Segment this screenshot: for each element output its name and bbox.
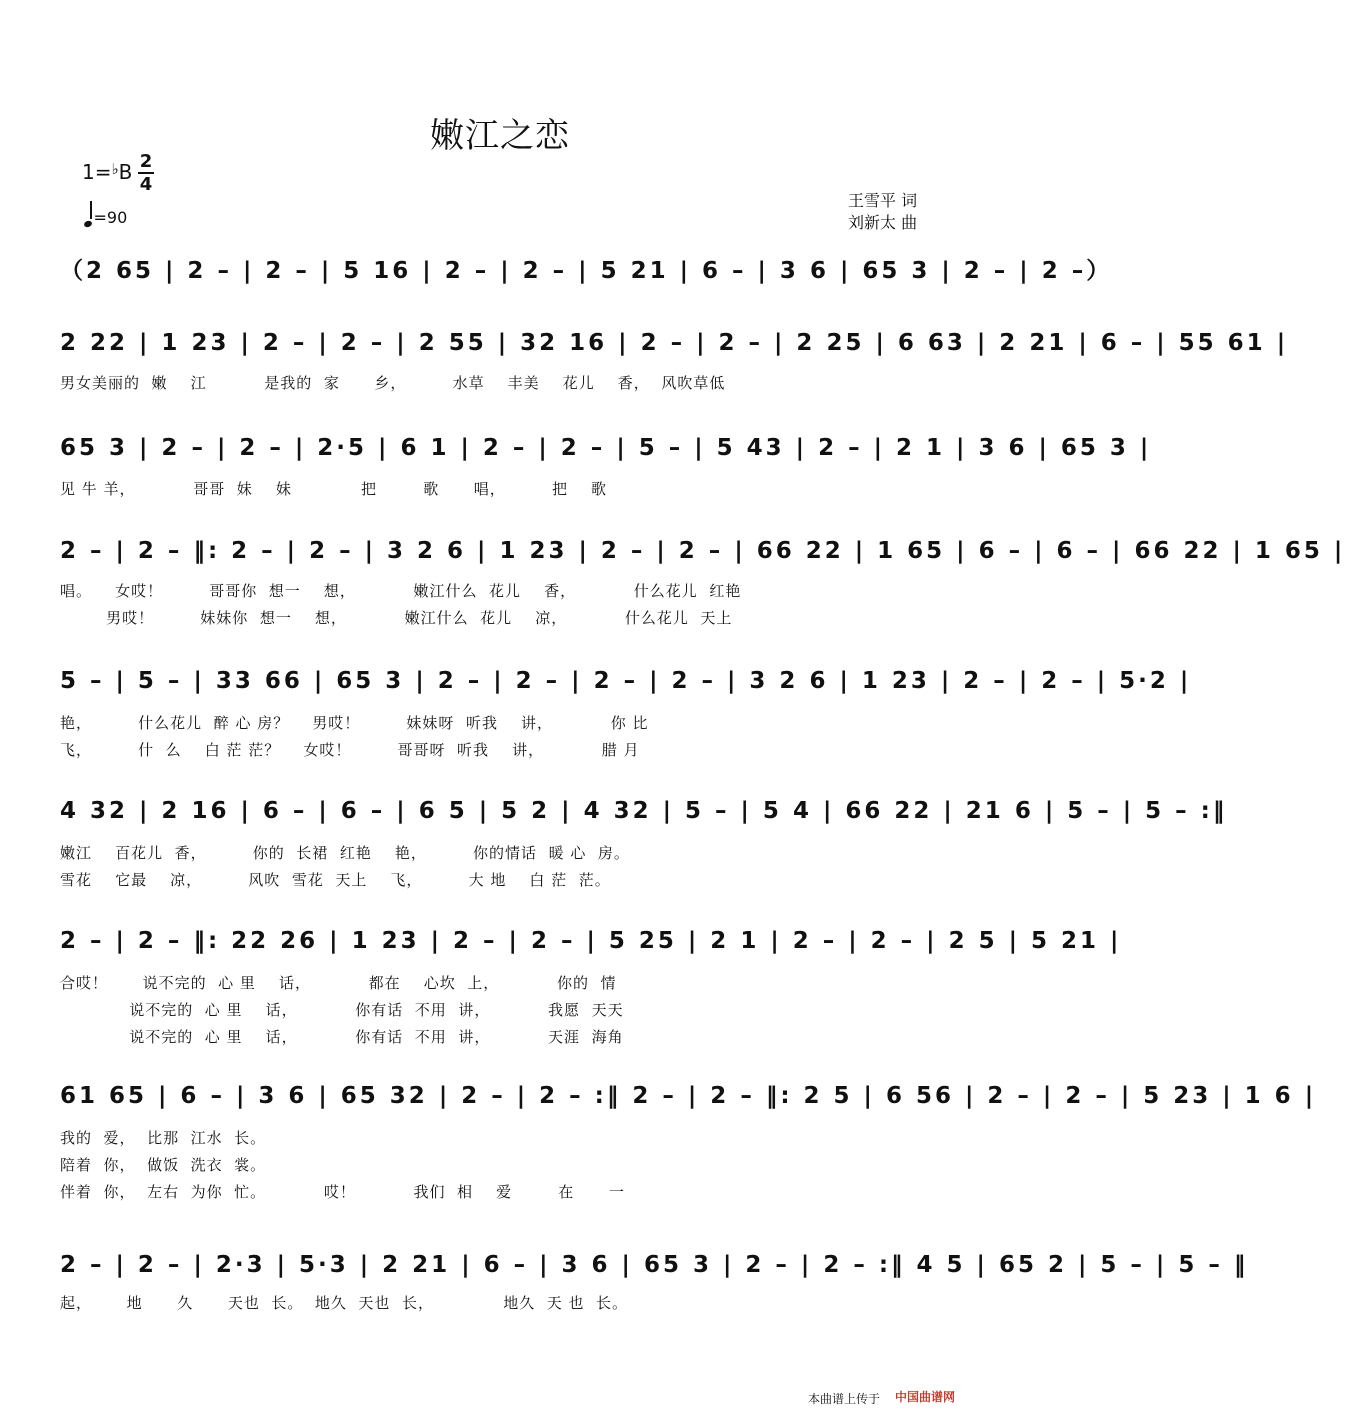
notation-line: 61 65 | 6 – | 3 6 | 65 32 | 2 – | 2 – :‖ 2 – | 2 – ‖: 2 5 | 6 56 | 2 – | 2 – | 5 23 | 1 6 | — [60, 1083, 1317, 1109]
notation-line: 4 32 | 2 16 | 6 – | 6 – | 6 5 | 5 2 | 4 32 | 5 – | 5 4 | 66 22 | 21 6 | 5 – | 5 – :‖ — [60, 798, 1228, 824]
footer-text: 本曲谱上传于 — [808, 1392, 881, 1406]
tempo-mark — [84, 205, 127, 227]
key-note: B — [118, 160, 133, 184]
lyric-line: 唱。 女哎！ 哥哥你 想一 想， 嫩江什么 花儿 香， 什么花儿 红艳 — [60, 582, 742, 600]
lyric-line: 嫩江 百花儿 香， 你的 长裙 红艳 艳， 你的情话 暖 心 房。 — [60, 844, 630, 862]
flat-sign: ♭ — [111, 160, 119, 178]
notation-line: （2 65 | 2 – | 2 – | 5 16 | 2 – | 2 – | 5 21 | 6 – | 3 6 | 65 3 | 2 – | 2 –） — [60, 258, 1113, 284]
lyric-line: 说不完的 心 里 话， 你有话 不用 讲， 我愿 天天 — [60, 1001, 624, 1019]
composer: 刘新太 曲 — [848, 213, 918, 232]
time-signature — [138, 152, 154, 194]
lyric-line: 伴着 你， 左右 为你 忙。 哎！ 我们 相 爱 在 一 — [60, 1183, 625, 1201]
notation-line: 65 3 | 2 – | 2 – | 2·5 | 6 1 | 2 – | 2 – | 5 – | 5 43 | 2 – | 2 1 | 3 6 | 65 3 | — [60, 435, 1152, 461]
lyricist: 王雪平 词 — [848, 191, 918, 210]
lyric-line: 雪花 它最 凉， 风吹 雪花 天上 飞， 大 地 白 茫 茫。 — [60, 871, 611, 889]
lyric-line: 起， 地 久 天也 长。 地久 天也 长， 地久 天 也 长。 — [60, 1294, 629, 1312]
page-title: 嫩江之恋 — [430, 116, 570, 156]
time-numerator: 2 — [139, 151, 153, 172]
lyric-line: 男哎！ 妹妹你 想一 想， 嫩江什么 花儿 凉， 什么花儿 天上 — [60, 609, 733, 627]
notation-line: 2 – | 2 – ‖: 22 26 | 1 23 | 2 – | 2 – | 5 25 | 2 1 | 2 – | 2 – | 2 5 | 5 21 | — [60, 928, 1122, 954]
key-prefix: 1= — [82, 160, 112, 184]
lyric-line: 男女美丽的 嫩 江 是我的 家 乡， 水草 丰美 花儿 香， 风吹草低 — [60, 374, 726, 392]
key-signature — [82, 160, 132, 184]
quarter-note-icon — [83, 220, 93, 228]
notation-line: 2 – | 2 – | 2·3 | 5·3 | 2 21 | 6 – | 3 6 | 65 3 | 2 – | 2 – :‖ 4 5 | 65 2 | 5 – | 5 – ‖ — [60, 1252, 1249, 1278]
site-logo: 中国曲谱网 — [895, 1390, 956, 1404]
lyric-line: 见 牛 羊， 哥哥 妹 妹 把 歌 唱， 把 歌 — [60, 480, 608, 498]
notation-line: 2 – | 2 – ‖: 2 – | 2 – | 3 2 6 | 1 23 | 2 – | 2 – | 66 22 | 1 65 | 6 – | 6 – | 66 22 | 1 65 | — [60, 538, 1345, 564]
lyric-line: 我的 爱， 比那 江水 长。 — [60, 1129, 267, 1147]
time-denominator: 4 — [139, 174, 153, 195]
notation-line: 2 22 | 1 23 | 2 – | 2 – | 2 55 | 32 16 | 2 – | 2 – | 2 25 | 6 63 | 2 21 | 6 – | 55 61 | — [60, 330, 1289, 356]
lyric-line: 合哎！ 说不完的 心 里 话， 都在 心坎 上， 你的 情 — [60, 974, 617, 992]
lyric-line: 飞， 什 么 白 茫 茫？ 女哎！ 哥哥呀 听我 讲， 腊 月 — [60, 741, 640, 759]
lyric-line: 说不完的 心 里 话， 你有话 不用 讲， 天涯 海角 — [60, 1028, 624, 1046]
lyric-line: 艳， 什么花儿 醉 心 房？ 男哎！ 妹妹呀 听我 讲， 你 比 — [60, 714, 649, 732]
lyric-line: 陪着 你， 做饭 洗衣 裳。 — [60, 1156, 267, 1174]
notation-line: 5 – | 5 – | 33 66 | 65 3 | 2 – | 2 – | 2 – | 2 – | 3 2 6 | 1 23 | 2 – | 2 – | 5·2 | — [60, 668, 1192, 694]
tempo-value: =90 — [93, 208, 128, 227]
